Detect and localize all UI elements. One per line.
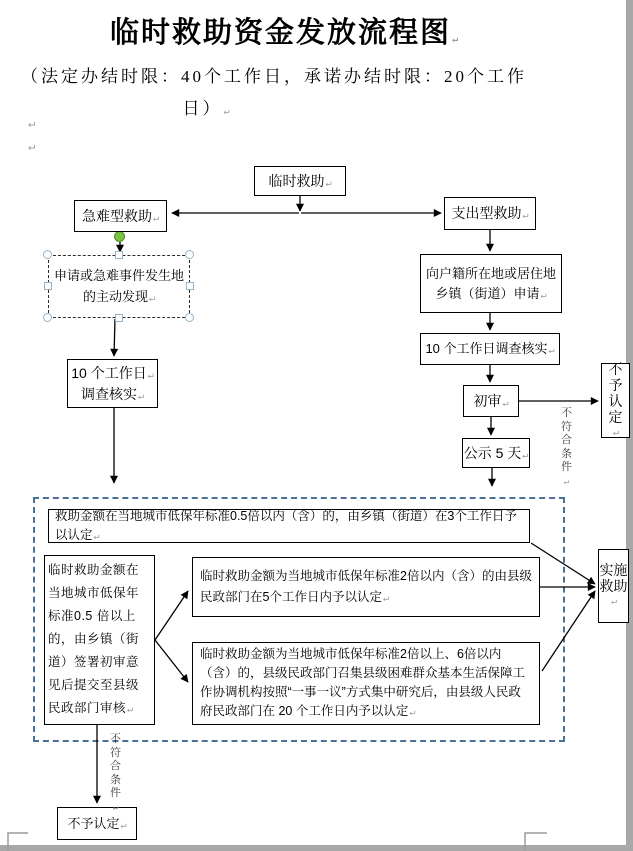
paragraph-mark-icon: ↵ bbox=[120, 819, 127, 831]
page-title-text: 临时救助资金发放流程图 bbox=[109, 17, 451, 49]
paragraph-mark-icon: ↵ bbox=[147, 369, 154, 381]
paragraph-mark-icon: ↵ bbox=[563, 476, 570, 487]
flow-node-emergency-type[interactable]: 急难型救助↵ bbox=[74, 200, 167, 232]
rotate-handle-icon[interactable] bbox=[115, 232, 125, 242]
paragraph-mark-icon: ↵ bbox=[522, 210, 529, 221]
resize-handle[interactable] bbox=[115, 251, 123, 259]
flow-node-not-approved-bottom[interactable]: 不予认定↵ bbox=[57, 807, 137, 840]
flow-node-publicity-5-days[interactable]: 公示 5 天↵ bbox=[462, 438, 530, 468]
paragraph-mark-icon: ↵ bbox=[28, 116, 36, 130]
paragraph-mark-icon: ↵ bbox=[382, 592, 389, 604]
flow-node-temporary-assistance[interactable]: 临时救助↵ bbox=[254, 166, 346, 196]
resize-handle[interactable] bbox=[185, 250, 194, 259]
subtitle-line-1: （法定办结时限：40个工作日，承诺办结时限：20个工作 bbox=[21, 67, 527, 86]
paragraph-mark-icon: ↵ bbox=[137, 390, 145, 402]
flow-node-rule-2x-to-6x[interactable]: 临时救助金额为当地城市低保年标准2倍以上、6倍以内（含）的，县级民政部门召集县级困难群众基本生活保障工作协调机构按照“一事一议”方式集中研究后，由县级人民政府民政部门在 20 个工作日内予以认定↵ bbox=[192, 642, 540, 725]
paragraph-mark-icon: ↵ bbox=[325, 177, 332, 189]
paragraph-mark-icon: ↵ bbox=[540, 289, 547, 301]
subtitle-line-2: 日）↵ bbox=[182, 99, 230, 118]
paragraph-mark-icon: ↵ bbox=[548, 345, 555, 357]
flow-node-rule-above-halfx[interactable]: 临时救助金额在当地城市低保年标准0.5 倍以上的，由乡镇（街道）签署初审意见后提交至县级民政部门审核↵ bbox=[44, 555, 155, 725]
paragraph-mark-icon: ↵ bbox=[610, 596, 618, 607]
paragraph-mark-icon: ↵ bbox=[612, 426, 620, 438]
paragraph-mark-icon: ↵ bbox=[451, 34, 459, 45]
resize-handle[interactable] bbox=[44, 282, 52, 290]
resize-handle[interactable] bbox=[43, 250, 52, 259]
paragraph-mark-icon: ↵ bbox=[152, 212, 160, 224]
flow-node-implement-assistance[interactable]: 实施救助 ↵ bbox=[598, 549, 629, 623]
paragraph-mark-icon: ↵ bbox=[223, 106, 230, 117]
resize-handle[interactable] bbox=[185, 313, 194, 322]
paragraph-mark-icon: ↵ bbox=[127, 704, 134, 715]
paragraph-mark-icon: ↵ bbox=[93, 531, 100, 542]
flow-node-apply-to-township[interactable]: 向户籍所在地或居住地 乡镇（街道）申请↵ bbox=[420, 254, 562, 313]
flow-node-expenditure-type[interactable]: 支出型救助↵ bbox=[444, 197, 536, 230]
flow-node-not-approved-top[interactable]: 不予认定 ↵ bbox=[601, 363, 630, 438]
resize-handle[interactable] bbox=[115, 314, 123, 322]
paragraph-mark-icon: ↵ bbox=[112, 802, 119, 813]
paragraph-mark-icon: ↵ bbox=[409, 707, 416, 718]
flow-node-preliminary-review[interactable]: 初审↵ bbox=[463, 385, 519, 417]
flow-node-rule-halfx[interactable]: 救助金额在当地城市低保年标准0.5倍以内（含）的，由乡镇（街道）在3个工作日予以认定↵ bbox=[48, 509, 530, 543]
edge-label-not-qualified-right: 不符合条件↵ bbox=[561, 407, 572, 487]
paragraph-mark-icon: ↵ bbox=[148, 292, 156, 304]
edge-label-not-qualified-bottom: 不符合条件↵ bbox=[110, 733, 121, 813]
paragraph-mark-icon: ↵ bbox=[502, 397, 509, 409]
paragraph-mark-icon: ↵ bbox=[522, 449, 529, 461]
paragraph-mark-icon: ↵ bbox=[28, 139, 36, 153]
flow-node-application-or-discovery[interactable]: 申请或急难事件发生地 的主动发现↵ bbox=[48, 255, 190, 318]
resize-handle[interactable] bbox=[186, 282, 194, 290]
flow-node-rule-within-2x[interactable]: 临时救助金额为当地城市低保年标准2倍以内（含）的由县级民政部门在5个工作日内予以认定↵ bbox=[192, 557, 540, 617]
flow-node-10day-verify-right[interactable]: 10 个工作日调查核实↵ bbox=[420, 333, 560, 365]
resize-handle[interactable] bbox=[43, 313, 52, 322]
flow-node-10day-verify-left[interactable]: 10 个工作日↵ 调查核实↵ bbox=[67, 359, 158, 408]
